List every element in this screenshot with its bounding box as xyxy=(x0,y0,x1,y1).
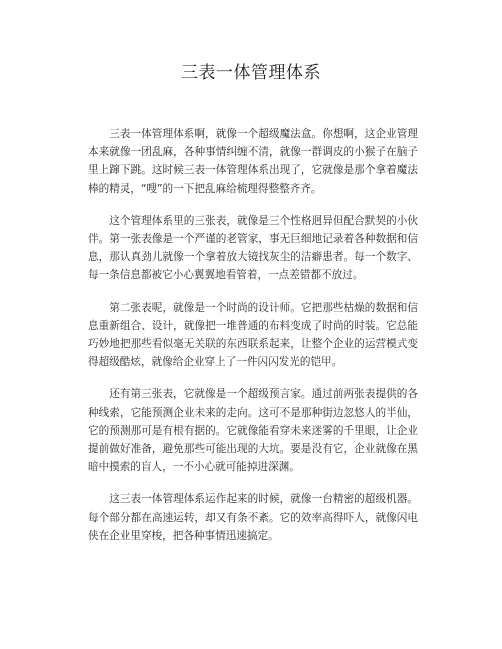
document-title: 三表一体管理体系 xyxy=(181,63,321,83)
paragraph: 第二张表呢，就像是一个时尚的设计师。它把那些枯燥的数据和信息重新组合、设计，就像把一堆普通的布料变成了时尚的时装。它总能巧妙地把那些看似毫无关联的东西联系起来，让整个企业的运营模式变得超级酷炫，就像给企业穿上了一件闪闪发光的铠甲。 xyxy=(88,301,418,369)
paragraph: 还有第三张表，它就像是一个超级预言家。通过前两张表提供的各种线索，它能预测企业未来的走向。这可不是那种街边忽悠人的半仙，它的预测那可是有根有据的。它就像能看穿未来迷雾的千里眼，让企业提前做好准备，避免那些可能出现的大坑。要是没有它，企业就像在黑暗中摸索的盲人，一不小心就可能掉进深渊。 xyxy=(88,388,418,474)
paragraph: 这三表一体管理体系运作起来的时候，就像一台精密的超级机器。每个部分都在高速运转，却又有条不紊。它的效率高得吓人，就像闪电侠在企业里穿梭，把各种事情迅速搞定。 xyxy=(88,493,418,542)
document-body xyxy=(88,125,418,559)
paragraph: 这个管理体系里的三张表，就像是三个性格迥异但配合默契的小伙伴。第一张表像是一个严谨的老管家，事无巨细地记录着各种数据和信息，那认真劲儿就像一个拿着放大镜找灰尘的洁癖患者。每一个数字、每一条信息都被它小心翼翼地看管着，一点差错都不放过。 xyxy=(88,214,418,282)
paragraph: 三表一体管理体系啊，就像一个超级魔法盒。你想啊，这企业管理本来就像一团乱麻，各种事情纠缠不清，就像一群调皮的小猴子在脑子里上蹿下跳。这时候三表一体管理体系出现了，它就像是那个拿着魔法棒的精灵，“嗖”的一下把乱麻给梳理得整整齐齐。 xyxy=(88,128,418,195)
